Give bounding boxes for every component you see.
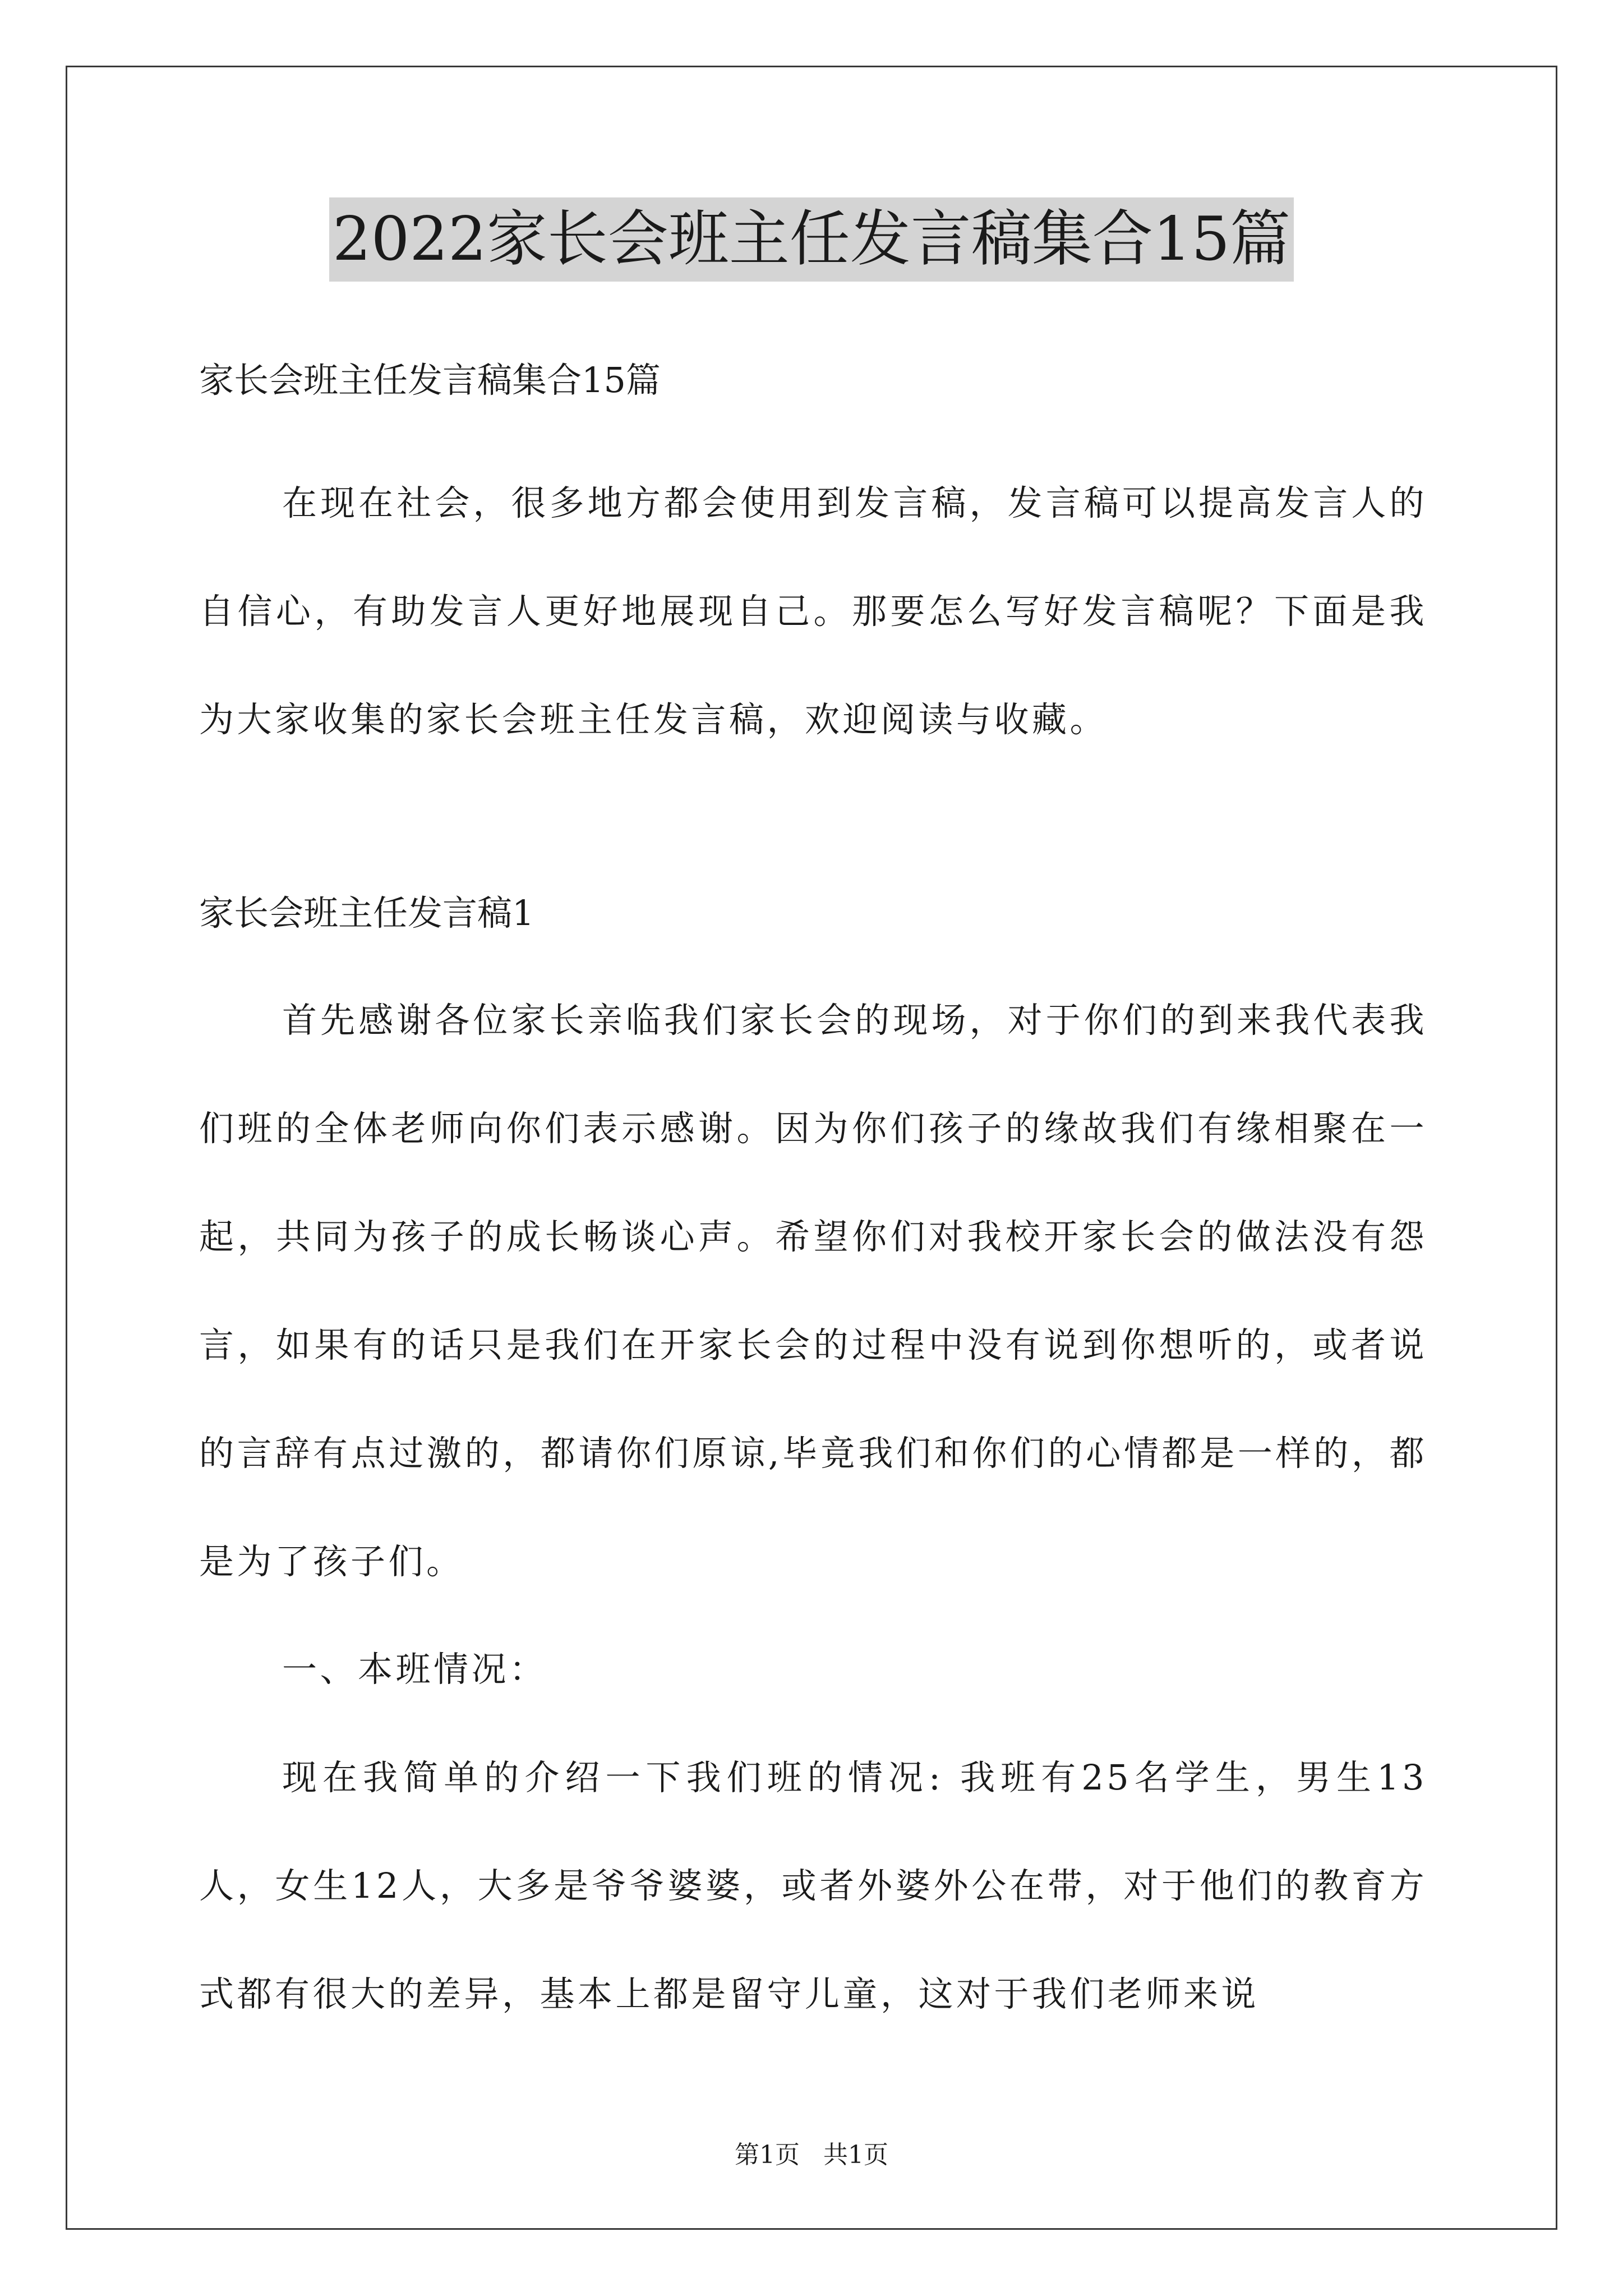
- section-heading: 家长会班主任发言稿1: [199, 892, 534, 933]
- sub-heading: 一、本班情况：: [282, 1649, 547, 1690]
- document-subtitle: 家长会班主任发言稿集合15篇: [199, 360, 661, 401]
- page-total: 共1页: [823, 2141, 888, 2169]
- intro-paragraph: 在现在社会，很多地方都会使用到发言稿，发言稿可以提高发言人的自信心，有助发言人更好地展现自己。那要怎么写好发言稿呢？下面是我为大家收集的家长会班主任发言稿，欢迎阅读与收藏。: [199, 482, 1427, 740]
- title-container: [0, 197, 1623, 282]
- section-paragraph-2: 现在我简单的介绍一下我们班的情况: 我班有25名学生，男生13人，女生12人，大多是爷爷婆婆，或者外婆外公在带，对于他们的教育方式都有很大的差异，基本上都是留守儿童，这对于我们老师来说: [199, 1757, 1427, 2014]
- page-number: 第1页: [735, 2141, 800, 2169]
- section-paragraph: 首先感谢各位家长亲临我们家长会的现场，对于你们的到来我代表我们班的全体老师向你们表示感谢。因为你们孩子的缘故我们有缘相聚在一起，共同为孩子的成长畅谈心声。希望你们对我校开家长会的做法没有怨言，如果有的话只是我们在开家长会的过程中没有说到你想听的，或者说的言辞有点过激的，都请你们原谅,毕竟我们和你们的心情都是一样的，都是为了孩子们。: [199, 1000, 1427, 1582]
- page-footer: [0, 2134, 1623, 2170]
- document-title: 2022家长会班主任发言稿集合15篇: [329, 197, 1294, 282]
